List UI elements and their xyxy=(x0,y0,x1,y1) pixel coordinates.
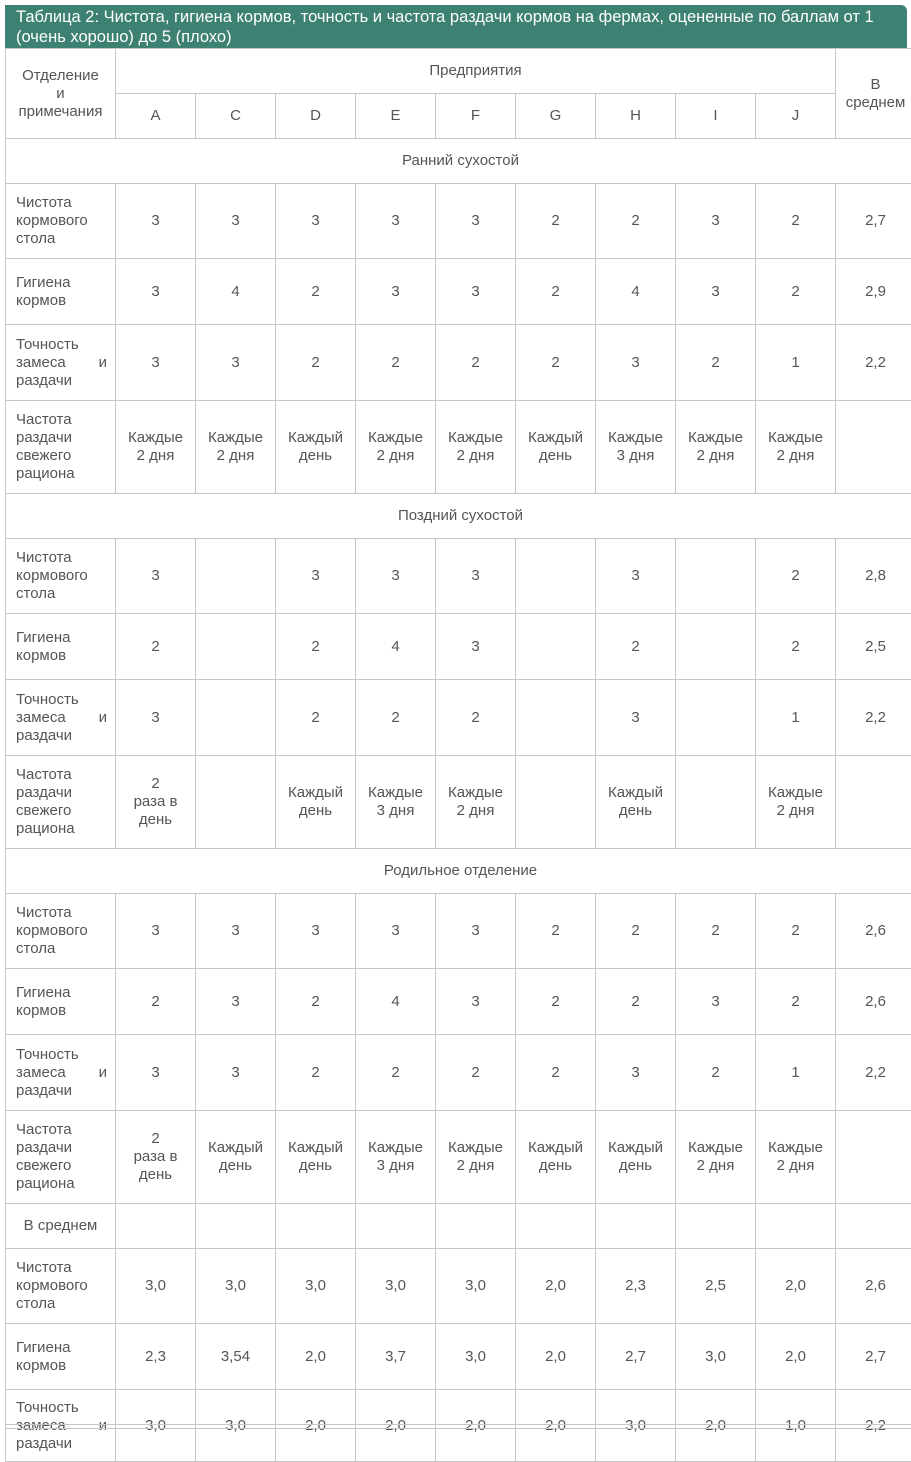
empty-cell xyxy=(836,1204,911,1249)
score-cell: 3 xyxy=(356,259,436,325)
score-cell: Каждые 2 дня xyxy=(196,401,276,494)
score-cell: 3 xyxy=(436,614,516,680)
score-cell: Каждый день xyxy=(276,401,356,494)
score-cell: 3,0 xyxy=(676,1324,756,1390)
score-cell: 4 xyxy=(196,259,276,325)
score-cell: Каждые 2 дня xyxy=(436,401,516,494)
average-cell: 2,6 xyxy=(836,1249,911,1324)
enterprise-header-d: D xyxy=(276,94,356,139)
score-cell: 2,7 xyxy=(596,1324,676,1390)
empty-cell xyxy=(436,1204,516,1249)
score-cell: 2 xyxy=(596,184,676,259)
section-title: В среднем xyxy=(6,1204,116,1249)
score-cell: 3 xyxy=(196,325,276,401)
enterprise-header-h: H xyxy=(596,94,676,139)
score-cell: 3 xyxy=(196,894,276,969)
score-cell xyxy=(676,539,756,614)
score-cell: 2 раза в день xyxy=(116,756,196,849)
table-row xyxy=(6,969,911,1035)
score-cell: 2 xyxy=(676,325,756,401)
score-cell: 1 xyxy=(756,680,836,756)
score-cell: 2 xyxy=(756,539,836,614)
score-cell: 2 xyxy=(276,969,356,1035)
score-cell xyxy=(196,614,276,680)
table-title: Таблица 2: Чистота, гигиена кормов, точность и частота раздачи кормов на фермах, оцененные по баллам от 1 (очень хорошо) до 5 (плохо) xyxy=(5,5,907,48)
score-cell: 3 xyxy=(676,259,756,325)
empty-cell xyxy=(516,1204,596,1249)
section-row xyxy=(6,1204,911,1249)
table-row xyxy=(6,1249,911,1324)
score-cell: 2 xyxy=(436,325,516,401)
score-cell xyxy=(516,539,596,614)
section-title: Ранний сухостой xyxy=(6,139,911,184)
score-cell: 2 xyxy=(596,894,676,969)
score-cell: 3,0 xyxy=(356,1249,436,1324)
section-title: Родильное отделение xyxy=(6,849,911,894)
average-cell: 2,6 xyxy=(836,969,911,1035)
score-cell: 2,3 xyxy=(596,1249,676,1324)
score-cell: 3 xyxy=(596,1035,676,1111)
row-label: Чистота кормового стола xyxy=(6,894,116,969)
row-label: Точность замеса и раздачи xyxy=(6,680,116,756)
score-cell: 2 xyxy=(756,614,836,680)
score-cell: 3 xyxy=(596,539,676,614)
score-cell: 3 xyxy=(116,680,196,756)
score-cell xyxy=(516,756,596,849)
enterprise-header-a: A xyxy=(116,94,196,139)
score-cell xyxy=(516,614,596,680)
score-cell: 2,0 xyxy=(516,1324,596,1390)
table-row xyxy=(6,401,911,494)
row-label: Чистота кормового стола xyxy=(6,539,116,614)
score-cell: 4 xyxy=(356,614,436,680)
average-cell: 2,2 xyxy=(836,1035,911,1111)
score-cell: 2 xyxy=(116,614,196,680)
average-cell: 2,7 xyxy=(836,184,911,259)
score-cell: 2 xyxy=(756,894,836,969)
score-cell: 2,0 xyxy=(276,1324,356,1390)
score-cell: 2 xyxy=(436,680,516,756)
section-row xyxy=(6,494,911,539)
table-row xyxy=(6,756,911,849)
row-label: Чистота кормового стола xyxy=(6,1249,116,1324)
enterprise-header-g: G xyxy=(516,94,596,139)
score-cell: 3 xyxy=(436,539,516,614)
score-cell: 3,0 xyxy=(596,1390,676,1462)
average-cell xyxy=(836,1111,911,1204)
score-cell: Каждые 3 дня xyxy=(596,401,676,494)
score-cell: 2,0 xyxy=(356,1390,436,1462)
score-cell: 3 xyxy=(276,539,356,614)
score-cell: 2 xyxy=(276,259,356,325)
score-cell: 3 xyxy=(116,184,196,259)
table-row xyxy=(6,1111,911,1204)
empty-cell xyxy=(276,1204,356,1249)
table-row xyxy=(6,1035,911,1111)
score-cell: 2,0 xyxy=(756,1324,836,1390)
score-cell: 1 xyxy=(756,325,836,401)
score-cell: Каждые 2 дня xyxy=(436,756,516,849)
score-cell: Каждые 2 дня xyxy=(676,1111,756,1204)
average-cell: 2,2 xyxy=(836,680,911,756)
average-cell: 2,9 xyxy=(836,259,911,325)
score-cell: 2,0 xyxy=(756,1249,836,1324)
score-cell: 2,0 xyxy=(516,1390,596,1462)
score-cell: Каждые 2 дня xyxy=(756,756,836,849)
empty-cell xyxy=(356,1204,436,1249)
score-cell xyxy=(676,680,756,756)
score-cell: 3 xyxy=(116,894,196,969)
enterprise-header-i: I xyxy=(676,94,756,139)
score-cell: 3,0 xyxy=(436,1324,516,1390)
score-cell: 3 xyxy=(116,539,196,614)
score-cell: Каждый день xyxy=(276,1111,356,1204)
average-header: В среднем xyxy=(836,49,911,139)
score-cell: 2 xyxy=(516,894,596,969)
score-cell: 3 xyxy=(196,184,276,259)
enterprise-header-c: C xyxy=(196,94,276,139)
table-row xyxy=(6,259,911,325)
score-cell: 2,0 xyxy=(676,1390,756,1462)
score-cell: 2 xyxy=(676,1035,756,1111)
score-cell: 3 xyxy=(356,184,436,259)
row-label: Частота раздачи свежего рациона xyxy=(6,756,116,849)
average-cell: 2,5 xyxy=(836,614,911,680)
score-cell: 2,0 xyxy=(436,1390,516,1462)
score-cell: 2,0 xyxy=(516,1249,596,1324)
average-cell: 2,8 xyxy=(836,539,911,614)
score-cell: 1,0 xyxy=(756,1390,836,1462)
score-cell: Каждые 2 дня xyxy=(116,401,196,494)
score-cell: 2 xyxy=(276,1035,356,1111)
score-cell: 2 xyxy=(516,259,596,325)
score-cell: 4 xyxy=(596,259,676,325)
average-cell xyxy=(836,756,911,849)
score-cell: Каждый день xyxy=(596,1111,676,1204)
score-cell: 2 xyxy=(516,1035,596,1111)
score-cell: 2 раза в день xyxy=(116,1111,196,1204)
score-cell: 3 xyxy=(596,325,676,401)
score-cell: 3 xyxy=(276,894,356,969)
score-cell: 2 xyxy=(596,969,676,1035)
score-cell: 3,0 xyxy=(116,1390,196,1462)
table-row xyxy=(6,1324,911,1390)
score-cell xyxy=(196,680,276,756)
score-cell: 3 xyxy=(116,325,196,401)
average-cell xyxy=(836,401,911,494)
score-cell: 3,0 xyxy=(116,1249,196,1324)
score-cell: Каждые 3 дня xyxy=(356,756,436,849)
row-label: Гигиена кормов xyxy=(6,614,116,680)
score-cell: 2 xyxy=(356,1035,436,1111)
score-cell: 2 xyxy=(116,969,196,1035)
score-cell: Каждые 2 дня xyxy=(756,1111,836,1204)
score-cell: 3 xyxy=(196,969,276,1035)
enterprise-header-j: J xyxy=(756,94,836,139)
score-cell: 2,5 xyxy=(676,1249,756,1324)
row-label: Точность замеса и раздачи xyxy=(6,1390,116,1462)
score-cell: 3 xyxy=(436,969,516,1035)
table-row xyxy=(6,894,911,969)
score-cell: 2 xyxy=(516,325,596,401)
score-cell: 2 xyxy=(756,259,836,325)
score-cell: 3 xyxy=(436,259,516,325)
score-cell: 2 xyxy=(756,969,836,1035)
score-cell: 2 xyxy=(676,894,756,969)
score-cell: Каждые 2 дня xyxy=(676,401,756,494)
score-cell: 3 xyxy=(116,1035,196,1111)
enterprise-header-e: E xyxy=(356,94,436,139)
enterprises-header: Предприятия xyxy=(116,49,836,94)
score-cell: 3 xyxy=(596,680,676,756)
dept-header: Отделение и примечания xyxy=(6,49,116,139)
row-label: Точность замеса и раздачи xyxy=(6,1035,116,1111)
score-cell: 2 xyxy=(276,325,356,401)
score-cell: Каждые 2 дня xyxy=(356,401,436,494)
row-label: Частота раздачи свежего рациона xyxy=(6,401,116,494)
score-cell: 3 xyxy=(436,184,516,259)
row-label: Частота раздачи свежего рациона xyxy=(6,1111,116,1204)
score-cell: 2 xyxy=(356,325,436,401)
score-cell: 3 xyxy=(196,1035,276,1111)
score-cell: 2 xyxy=(596,614,676,680)
score-cell: Каждый день xyxy=(516,401,596,494)
table-row xyxy=(6,184,911,259)
empty-cell xyxy=(196,1204,276,1249)
score-cell: 3 xyxy=(356,894,436,969)
score-cell: Каждые 3 дня xyxy=(356,1111,436,1204)
score-cell: 3,0 xyxy=(196,1249,276,1324)
score-cell: 3,0 xyxy=(276,1249,356,1324)
average-cell: 2,2 xyxy=(836,325,911,401)
score-cell: 3 xyxy=(356,539,436,614)
score-cell: 2 xyxy=(436,1035,516,1111)
table-bottom-rule xyxy=(5,1424,911,1429)
score-cell: Каждый день xyxy=(516,1111,596,1204)
score-cell: 3 xyxy=(436,894,516,969)
score-cell: 3,0 xyxy=(436,1249,516,1324)
average-cell: 2,2 xyxy=(836,1390,911,1462)
score-cell: 3,0 xyxy=(196,1390,276,1462)
score-cell: 2 xyxy=(516,184,596,259)
score-cell xyxy=(676,614,756,680)
empty-cell xyxy=(676,1204,756,1249)
score-cell: Каждый день xyxy=(196,1111,276,1204)
section-row xyxy=(6,139,911,184)
score-cell: 2 xyxy=(276,680,356,756)
score-cell: Каждые 2 дня xyxy=(436,1111,516,1204)
score-cell xyxy=(676,756,756,849)
score-cell: 2 xyxy=(356,680,436,756)
score-cell xyxy=(196,539,276,614)
table-row xyxy=(6,614,911,680)
section-row xyxy=(6,849,911,894)
average-cell: 2,6 xyxy=(836,894,911,969)
score-cell: 2 xyxy=(756,184,836,259)
section-title: Поздний сухостой xyxy=(6,494,911,539)
empty-cell xyxy=(756,1204,836,1249)
score-cell: 3 xyxy=(676,969,756,1035)
score-cell: 3,7 xyxy=(356,1324,436,1390)
score-cell: 2,0 xyxy=(276,1390,356,1462)
score-cell: Каждый день xyxy=(596,756,676,849)
score-cell: 2 xyxy=(276,614,356,680)
score-cell: 2,3 xyxy=(116,1324,196,1390)
table-row xyxy=(6,539,911,614)
average-cell: 2,7 xyxy=(836,1324,911,1390)
row-label: Гигиена кормов xyxy=(6,969,116,1035)
score-cell xyxy=(516,680,596,756)
score-cell: 2 xyxy=(516,969,596,1035)
score-cell: Каждый день xyxy=(276,756,356,849)
score-cell: 3 xyxy=(116,259,196,325)
enterprise-header-f: F xyxy=(436,94,516,139)
table-row xyxy=(6,680,911,756)
score-cell: 4 xyxy=(356,969,436,1035)
score-cell xyxy=(196,756,276,849)
table-row xyxy=(6,325,911,401)
score-cell: 3 xyxy=(676,184,756,259)
score-cell: Каждые 2 дня xyxy=(756,401,836,494)
row-label: Чистота кормового стола xyxy=(6,184,116,259)
feeding-scores-table xyxy=(5,48,911,1462)
row-label: Точность замеса и раздачи xyxy=(6,325,116,401)
score-cell: 3 xyxy=(276,184,356,259)
empty-cell xyxy=(596,1204,676,1249)
empty-cell xyxy=(116,1204,196,1249)
row-label: Гигиена кормов xyxy=(6,1324,116,1390)
row-label: Гигиена кормов xyxy=(6,259,116,325)
score-cell: 1 xyxy=(756,1035,836,1111)
score-cell: 3,54 xyxy=(196,1324,276,1390)
